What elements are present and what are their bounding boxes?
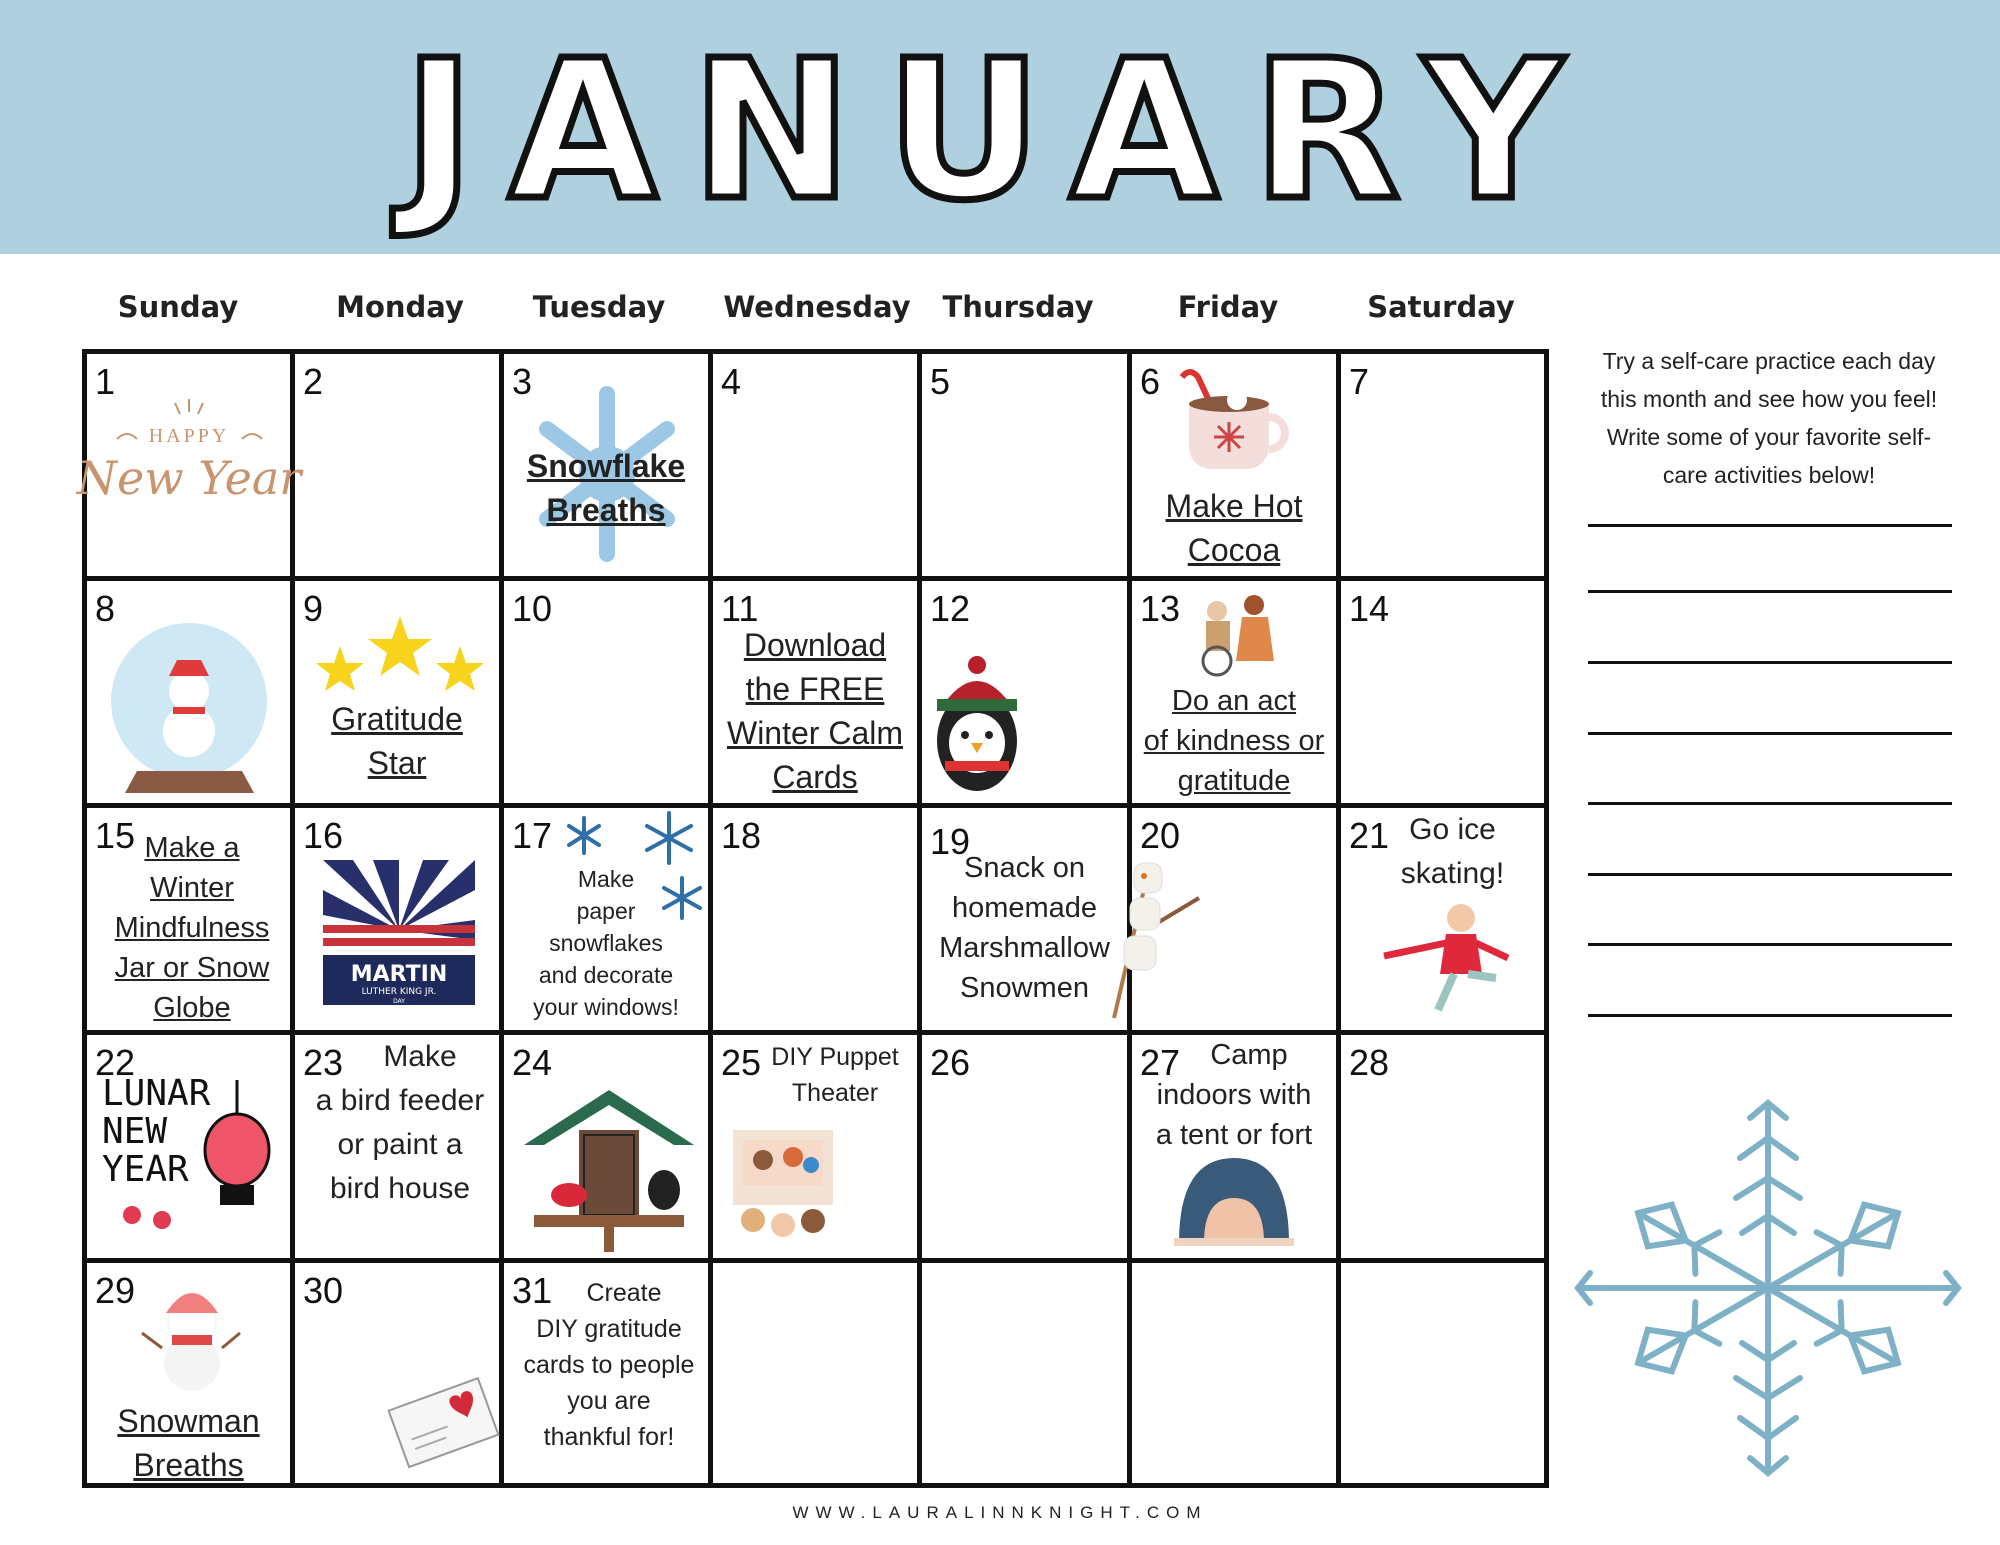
activity-link[interactable]: Make Hot Cocoa — [1165, 488, 1303, 568]
day-number: 28 — [1349, 1042, 1390, 1083]
activity-link[interactable]: Do an act of kindness or gratitude — [1143, 685, 1325, 797]
day-cell-14 — [1341, 581, 1544, 803]
day-number: 14 — [1349, 588, 1390, 629]
envelope-heart-icon — [385, 1373, 500, 1468]
writing-line — [1588, 732, 1952, 735]
writing-line — [1588, 661, 1952, 664]
activity-text: DIY Puppet Theater — [771, 1043, 899, 1107]
bird-feeder-icon — [514, 1085, 704, 1255]
day-number: 7 — [1349, 361, 1370, 402]
activity-link[interactable]: Gratitude Star — [331, 701, 463, 781]
day-cell-30 — [295, 1263, 499, 1483]
sidebar-instructions: Try a self-care practice each day this month and see how you feel! Write some of your favorite self- care activities below! — [1600, 348, 1938, 488]
activity-text: Make a bird feeder or paint a bird house — [315, 1040, 485, 1205]
kindness-people-icon — [1192, 591, 1282, 681]
day-number: 11 — [721, 588, 759, 629]
day-cell-29 — [87, 1263, 290, 1483]
day-cell-20 — [1132, 808, 1336, 1030]
day-number: 5 — [930, 361, 951, 402]
svg-text:NEW: NEW — [102, 1111, 168, 1152]
marshmallow-snowman-icon — [1104, 858, 1214, 1023]
tent-icon — [1174, 1153, 1294, 1248]
activity-link[interactable]: Snowflake Breaths — [526, 448, 686, 528]
day-number: 24 — [512, 1042, 553, 1083]
day-cell-15 — [87, 808, 290, 1030]
weekday-monday: Monday — [336, 290, 464, 324]
empty-day-cell — [1132, 1263, 1336, 1483]
day-cell-3 — [504, 354, 708, 576]
weekday-wednesday: Wednesday — [723, 290, 911, 324]
empty-day-cell — [922, 1263, 1127, 1483]
writing-line — [1588, 1014, 1952, 1017]
svg-text:MARTIN: MARTIN — [350, 962, 448, 987]
day-number: 31 — [512, 1270, 553, 1311]
day-number: 9 — [303, 588, 324, 629]
ice-skater-icon — [1376, 898, 1511, 1023]
writing-line — [1588, 802, 1952, 805]
day-number: 16 — [303, 815, 344, 856]
day-cell-1 — [76, 354, 302, 576]
day-number: 10 — [512, 588, 553, 629]
day-cell-7 — [1341, 354, 1544, 576]
lunar-new-year-icon — [102, 1075, 287, 1235]
day-number: 23 — [303, 1042, 344, 1083]
activity-text: Snack on homemade Marshmallow Snowmen — [939, 852, 1110, 1004]
day-cell-5 — [922, 354, 1127, 576]
activity-text: Create DIY gratitude cards to people you are thankful for! — [523, 1279, 695, 1451]
day-cell-9 — [295, 581, 499, 803]
activity-link[interactable]: Make a Winter Mindfulness Jar or Snow Globe — [114, 832, 270, 1024]
puppet-theater-icon — [723, 1125, 843, 1250]
mlk-day-icon — [323, 860, 475, 1005]
activity-text: Camp indoors with a tent or fort — [1155, 1039, 1313, 1151]
day-number: 30 — [303, 1270, 344, 1311]
day-cell-6 — [1132, 354, 1336, 576]
day-number: 3 — [512, 361, 533, 402]
svg-text:DAY: DAY — [393, 998, 405, 1005]
footer-website[interactable]: WWW.LAURALINNKNIGHT.COM — [792, 1503, 1208, 1522]
snow-globe-icon — [107, 621, 272, 796]
star-icon — [310, 611, 490, 701]
penguin-icon — [927, 661, 1027, 796]
hot-cocoa-mug-icon — [1177, 372, 1297, 482]
day-cell-17 — [504, 808, 708, 1030]
day-number: 8 — [95, 588, 116, 629]
activity-text: Go ice skating! — [1400, 813, 1505, 890]
svg-text:YEAR: YEAR — [102, 1149, 189, 1190]
day-number: 19 — [930, 821, 971, 862]
day-cell-27 — [1132, 1035, 1336, 1258]
day-cell-26 — [922, 1035, 1127, 1258]
page-title: JANUARY — [403, 20, 1597, 243]
day-cell-25 — [713, 1035, 917, 1258]
writing-line — [1588, 873, 1952, 876]
day-cell-24 — [504, 1035, 708, 1258]
day-number: 29 — [95, 1270, 136, 1311]
day-cell-19 — [922, 808, 1127, 1030]
empty-day-cell — [713, 1263, 917, 1483]
activity-text: Make paper snowflakes and decorate your windows! — [533, 866, 679, 1020]
snowman-icon — [142, 1273, 242, 1393]
large-snowflake-icon — [1575, 1090, 1961, 1486]
day-number: 2 — [303, 361, 324, 402]
day-number: 26 — [930, 1042, 971, 1083]
day-cell-4 — [713, 354, 917, 576]
activity-link[interactable]: Download the FREE Winter Calm Cards — [726, 627, 903, 795]
day-number: 1 — [95, 361, 116, 402]
svg-text:LUNAR: LUNAR — [102, 1073, 211, 1114]
day-cell-31 — [504, 1263, 708, 1483]
day-cell-21 — [1341, 808, 1544, 1030]
day-cell-13 — [1132, 581, 1336, 803]
day-number: 27 — [1140, 1042, 1181, 1083]
day-cell-28 — [1341, 1035, 1544, 1258]
day-number: 20 — [1140, 815, 1181, 856]
day-number: 13 — [1140, 588, 1181, 629]
day-cell-10 — [504, 581, 708, 803]
day-number: 4 — [721, 361, 742, 402]
svg-text:New Year: New Year — [76, 451, 302, 505]
day-cell-16 — [295, 808, 499, 1030]
happy-new-year-icon — [76, 394, 302, 544]
day-number: 6 — [1140, 361, 1161, 402]
writing-line — [1588, 943, 1952, 946]
day-cell-22 — [87, 1035, 290, 1258]
day-cell-8 — [87, 581, 290, 803]
day-cell-18 — [713, 808, 917, 1030]
day-number: 22 — [95, 1042, 136, 1083]
svg-text:LUTHER KING JR.: LUTHER KING JR. — [361, 987, 437, 997]
day-number: 21 — [1349, 815, 1390, 856]
activity-link[interactable]: Snowman Breaths — [117, 1403, 260, 1483]
empty-day-cell — [1341, 1263, 1544, 1483]
writing-line — [1588, 524, 1952, 527]
weekday-friday: Friday — [1177, 290, 1279, 324]
svg-text:HAPPY: HAPPY — [148, 425, 230, 447]
day-cell-23 — [295, 1035, 499, 1258]
weekday-sunday: Sunday — [117, 290, 239, 324]
day-cell-11 — [713, 581, 917, 803]
day-number: 18 — [721, 815, 762, 856]
weekday-thursday: Thursday — [942, 290, 1094, 324]
day-number: 12 — [930, 588, 971, 629]
day-number: 25 — [721, 1042, 762, 1083]
day-number: 17 — [512, 815, 553, 856]
weekday-tuesday: Tuesday — [532, 290, 666, 324]
writing-line — [1588, 590, 1952, 593]
day-cell-12 — [922, 581, 1127, 803]
day-cell-2 — [295, 354, 499, 576]
weekday-saturday: Saturday — [1367, 290, 1515, 324]
day-number: 15 — [95, 815, 136, 856]
